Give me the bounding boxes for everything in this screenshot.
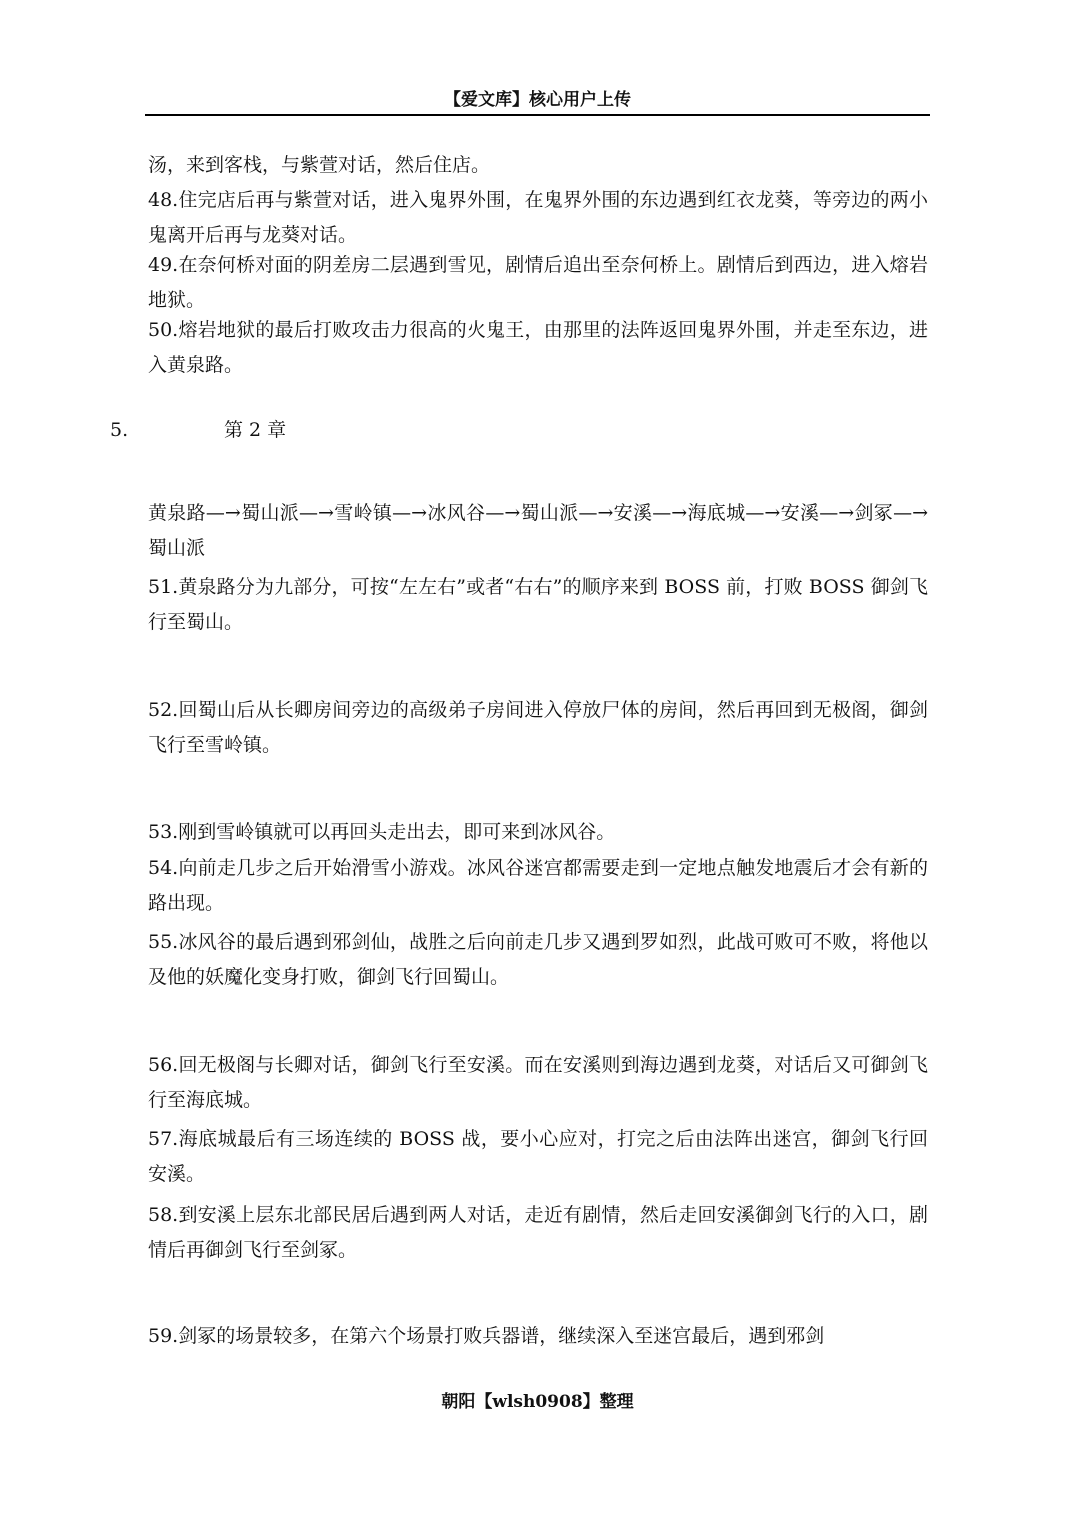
page-header: 【爱文库】核心用户上传 [444,90,631,110]
paragraph-58: 58.到安溪上层东北部民居后遇到两人对话，走近有剧情，然后走回安溪御剑飞行的入口，剧情后再御剑飞行至剑冢。 [148,1204,928,1261]
chapter-route: 黄泉路—→蜀山派—→雪岭镇—→冰风谷—→蜀山派—→安溪—→海底城—→安溪—→剑冢—→蜀山派 [148,502,928,559]
paragraph-intro: 汤，来到客栈，与紫萱对话，然后住店。 [148,154,491,176]
paragraph-57: 57.海底城最后有三场连续的 BOSS 战，要小心应对，打完之后由法阵出迷宫，御剑飞行回安溪。 [148,1128,928,1185]
paragraph-59: 59.剑冢的场景较多，在第六个场景打败兵器谱，继续深入至迷宫最后，遇到邪剑 [148,1325,825,1347]
paragraph-50: 50.熔岩地狱的最后打败攻击力很高的火鬼王，由那里的法阵返回鬼界外围，并走至东边，进入黄泉路。 [148,319,928,376]
paragraph-48: 48.住完店后再与紫萱对话，进入鬼界外围，在鬼界外围的东边遇到红衣龙葵，等旁边的两小鬼离开后再与龙葵对话。 [148,189,928,246]
paragraph-56: 56.回无极阁与长卿对话，御剑飞行至安溪。而在安溪则到海边遇到龙葵，对话后又可御剑飞行至海底城。 [148,1054,928,1111]
section-title: 第 2 章 [224,419,287,441]
section-number: 5. [110,419,129,441]
paragraph-52: 52.回蜀山后从长卿房间旁边的高级弟子房间进入停放尸体的房间，然后再回到无极阁，御剑飞行至雪岭镇。 [148,699,928,756]
header-divider [145,114,930,116]
paragraph-51: 51.黄泉路分为九部分，可按“左左右”或者“右右”的顺序来到 BOSS 前，打败 BOSS 御剑飞行至蜀山。 [148,576,928,633]
paragraph-55: 55.冰风谷的最后遇到邪剑仙，战胜之后向前走几步又遇到罗如烈，此战可败可不败，将他以及他的妖魔化变身打败，御剑飞行回蜀山。 [148,931,928,988]
paragraph-54: 54.向前走几步之后开始滑雪小游戏。冰风谷迷宫都需要走到一定地点触发地震后才会有新的路出现。 [148,857,928,914]
paragraph-49: 49.在奈何桥对面的阴差房二层遇到雪见，剧情后追出至奈何桥上。剧情后到西边，进入熔岩地狱。 [148,254,928,311]
paragraph-53: 53.刚到雪岭镇就可以再回头走出去，即可来到冰风谷。 [148,821,616,843]
page-footer: 朝阳【wlsh0908】整理 [441,1392,634,1412]
